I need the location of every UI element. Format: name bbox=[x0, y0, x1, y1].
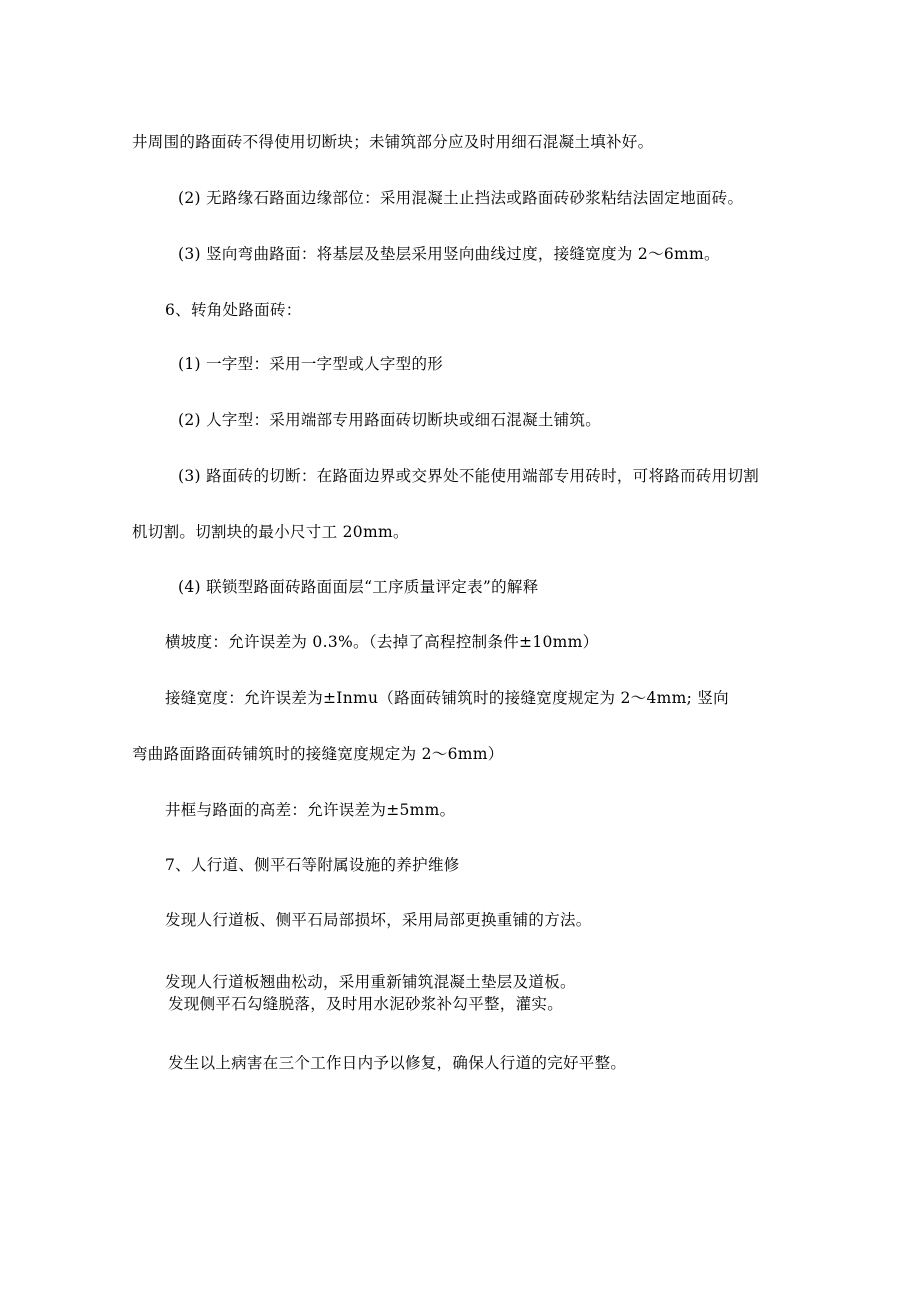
paragraph-line: 弯曲路面路面砖铺筑时的接缝宽度规定为 2～6mm） bbox=[132, 745, 504, 763]
paragraph-line: 接缝宽度：允许误差为±Inmu（路面砖铺筑时的接缝宽度规定为 2～4mm; 竖向 bbox=[165, 689, 729, 707]
paragraph-line: 横坡度：允许误差为 0.3%。（去掉了高程控制条件±10mm） bbox=[165, 633, 599, 651]
paragraph-line: (4) 联锁型路面砖路面面层“工序质量评定表”的解释 bbox=[178, 578, 539, 596]
section-heading: 6、转角处路面砖： bbox=[165, 301, 302, 319]
paragraph-line: 井周围的路面砖不得使用切断块；未铺筑部分应及时用细石混凝土填补好。 bbox=[132, 133, 654, 151]
paragraph-line: 发现人行道板、侧平石局部损坏，采用局部更换重铺的方法。 bbox=[165, 911, 592, 929]
paragraph-line: (3) 路面砖的切断：在路面边界或交界处不能使用端部专用砖时，可将路而砖用切割 bbox=[178, 467, 760, 485]
paragraph-line: 井框与路面的高差：允许误差为±5mm。 bbox=[165, 801, 456, 819]
paragraph-line: (2) 人字型：采用端部专用路面砖切断块或细石混凝土铺筑。 bbox=[178, 411, 602, 429]
paragraph-line: (2) 无路缘石路面边缘部位：采用混凝土止挡法或路面砖砂浆粘结法固定地面砖。 bbox=[178, 189, 744, 207]
paragraph-line: 发生以上病害在三个工作日内予以修复，确保人行道的完好平整。 bbox=[168, 1054, 627, 1072]
paragraph-line: 发现侧平石勾缝脱落，及时用水泥砂浆补勾平整，灌实。 bbox=[168, 995, 564, 1013]
paragraph-line: 机切割。切割块的最小尺寸工 20mm。 bbox=[132, 523, 409, 541]
section-heading: 7、人行道、侧平石等附属设施的养护维修 bbox=[165, 856, 460, 874]
paragraph-line: 发现人行道板翘曲松动，采用重新铺筑混凝土垫层及道板。 bbox=[165, 973, 576, 991]
paragraph-line: (3) 竖向弯曲路面：将基层及垫层采用竖向曲线过度，接缝宽度为 2～6mm。 bbox=[178, 245, 720, 263]
paragraph-line: (1) 一字型：采用一字型或人字型的形 bbox=[178, 355, 444, 373]
